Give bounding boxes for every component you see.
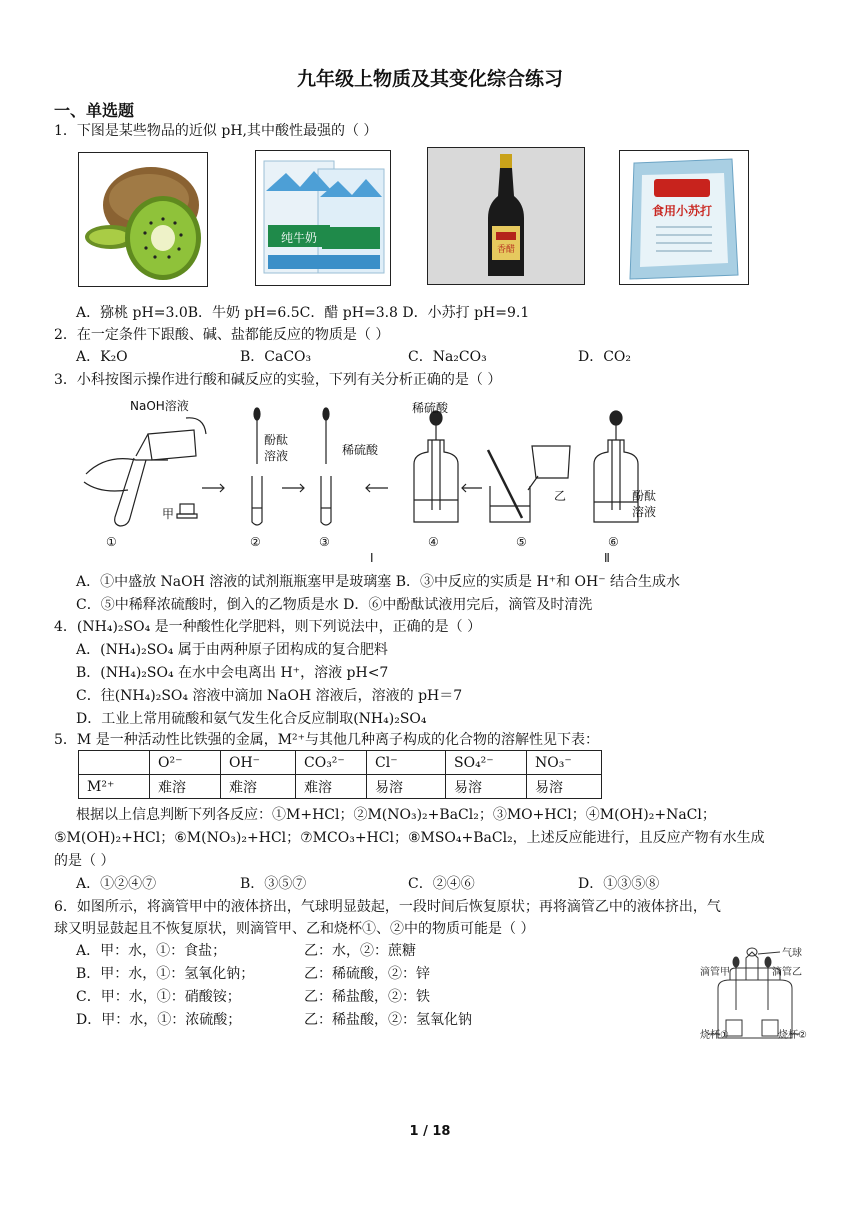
q6-stem-2: 球又明显鼓起且不恢复原状，则滴管甲、乙和烧杯①、②中的物质可能是（ ） (54, 921, 535, 937)
q6-option-c-part1: C．甲：水，①：硝酸铵； (76, 989, 241, 1005)
table-cell: 易溶 (527, 775, 602, 799)
label-balloon: 气球 (782, 948, 802, 959)
label-dropper-jia: 滴管甲 (700, 967, 730, 978)
q2-option-c: C．Na₂CO₃ (408, 349, 487, 365)
q1-stem: 1．下图是某些物品的近似 pH,其中酸性最强的（ ） (54, 123, 378, 139)
svg-text:纯牛奶: 纯牛奶 (280, 231, 318, 245)
q4-stem: 4．(NH₄)₂SO₄ 是一种酸性化学肥料，则下列说法中，正确的是（ ） (54, 619, 482, 635)
q5-option-c: C．②④⑥ (408, 876, 475, 892)
q6-stem-1: 6．如图所示，将滴管甲中的液体挤出，气球明显鼓起，一段时间后恢复原状；再将滴管乙中的液体挤出，气 (54, 899, 721, 915)
step-1-label: ① (106, 535, 117, 549)
q2-stem: 2．在一定条件下跟酸、碱、盐都能反应的物质是（ ） (54, 327, 390, 343)
label-phenolphthalein-1: 酚酞 (264, 433, 289, 447)
q6-option-b-part1: B．甲：水，①：氢氧化钠； (76, 966, 255, 982)
label-solution-2: 溶液 (632, 505, 657, 519)
table-cell: SO₄²⁻ (446, 751, 527, 775)
table-cell: CO₃²⁻ (296, 751, 367, 775)
label-solution-1: 溶液 (264, 449, 289, 463)
q4-option-b: B．(NH₄)₂SO₄ 在水中会电离出 H⁺，溶液 pH<7 (76, 665, 389, 681)
q3-options-ab: A．①中盛放 NaOH 溶液的试剂瓶瓶塞甲是玻璃塞 B．③中反应的实质是 H⁺和 OH⁻ 结合生成水 (76, 574, 681, 590)
q6-option-a-part1: A．甲：水，①：食盐； (76, 943, 227, 959)
q2-option-b: B．CaCO₃ (240, 349, 312, 365)
q5-text-2: ⑤M(OH)₂+HCl；⑥M(NO₃)₂+HCl；⑦MCO₃+HCl；⑧MSO₄+BaCl₂，上述反应能进行，且反应产物有水生成 (54, 830, 765, 846)
baking-soda-photo (619, 150, 749, 285)
table-cell: 易溶 (367, 775, 446, 799)
step-3-label: ③ (319, 535, 330, 549)
q5-option-d: D．①③⑤⑧ (578, 876, 660, 892)
kiwi-photo (78, 152, 208, 287)
table-cell: 难溶 (296, 775, 367, 799)
label-phenolphthalein-2: 酚酞 (632, 489, 657, 503)
group-2-label: Ⅱ (604, 551, 610, 565)
page-title: 九年级上物质及其变化综合练习 (296, 68, 563, 90)
table-cell: 难溶 (221, 775, 296, 799)
balloon-apparatus-figure (700, 946, 812, 1046)
vinegar-photo (427, 147, 585, 285)
table-row (79, 775, 602, 799)
step-5-label: ⑤ (516, 535, 527, 549)
step-6-label: ⑥ (608, 535, 619, 549)
step-2-label: ② (250, 535, 261, 549)
q6-option-d-part2: 乙：稀盐酸，②：氢氧化钠 (304, 1012, 472, 1028)
section-heading: 一、单选题 (54, 101, 135, 120)
label-jia: 甲 (162, 507, 175, 521)
q4-option-a: A．(NH₄)₂SO₄ 属于由两种原子团构成的复合肥料 (76, 642, 388, 658)
label-dilute-acid: 稀硫酸 (342, 443, 379, 457)
label-beaker-2: 烧杯② (778, 1030, 807, 1041)
q3-stem: 3．小科按图示操作进行酸和碱反应的实验，下列有关分析正确的是（ ） (54, 372, 502, 388)
q6-option-b-part2: 乙：稀硫酸，②：锌 (304, 966, 430, 982)
table-cell: O²⁻ (150, 751, 221, 775)
q5-text-3: 的是（ ） (54, 853, 115, 869)
table-cell: M²⁺ (79, 775, 150, 799)
step-4-label: ④ (428, 535, 439, 549)
q6-option-c-part2: 乙：稀盐酸，②：铁 (304, 989, 430, 1005)
q2-option-d: D．CO₂ (578, 349, 632, 365)
table-cell (79, 751, 150, 775)
q6-option-a-part2: 乙：水，②：蔗糖 (304, 943, 416, 959)
label-beaker-1: 烧杯① (700, 1030, 729, 1041)
label-dilute-acid-top: 稀硫酸 (412, 401, 449, 415)
table-cell: Cl⁻ (367, 751, 446, 775)
label-naoh-solution: NaOH溶液 (130, 399, 189, 413)
solubility-table (78, 750, 602, 799)
q6-option-d-part1: D．甲：水，①：浓硫酸； (76, 1012, 242, 1028)
svg-text:香醋: 香醋 (496, 245, 516, 255)
q1-options: A．猕桃 pH=3.0B．牛奶 pH=6.5C．醋 pH=3.8 D．小苏打 pH=9.1 (76, 305, 530, 321)
label-yi: 乙 (554, 489, 567, 503)
svg-text:食用小苏打: 食用小苏打 (651, 204, 713, 218)
q5-option-b: B．③⑤⑦ (240, 876, 307, 892)
table-cell: 难溶 (150, 775, 221, 799)
q4-option-d: D．工业上常用硫酸和氨气发生化合反应制取(NH₄)₂SO₄ (76, 711, 427, 727)
q5-option-a: A．①②④⑦ (76, 876, 157, 892)
table-cell: OH⁻ (221, 751, 296, 775)
label-dropper-yi: 滴管乙 (772, 967, 802, 978)
page-number: 1 / 18 (409, 1124, 451, 1139)
group-1-label: Ⅰ (370, 551, 374, 565)
table-header-row (79, 751, 602, 775)
table-cell: NO₃⁻ (527, 751, 602, 775)
q2-option-a: A．K₂O (76, 349, 128, 365)
acid-base-experiment-figure (76, 394, 676, 566)
table-cell: 易溶 (446, 775, 527, 799)
milk-photo (255, 150, 391, 286)
q4-option-c: C．往(NH₄)₂SO₄ 溶液中滴加 NaOH 溶液后，溶液的 pH＝7 (76, 688, 463, 704)
q5-text-1: 根据以上信息判断下列各反应：①M+HCl；②M(NO₃)₂+BaCl₂；③MO+HCl；④M(OH)₂+NaCl； (76, 807, 716, 823)
q3-options-cd: C．⑤中稀释浓硫酸时，倒入的乙物质是水 D．⑥中酚酞试液用完后，滴管及时清洗 (76, 597, 593, 613)
q5-stem: 5．M 是一种活动性比铁强的金属，M²⁺与其他几种离子构成的化合物的溶解性见下表： (54, 732, 600, 748)
